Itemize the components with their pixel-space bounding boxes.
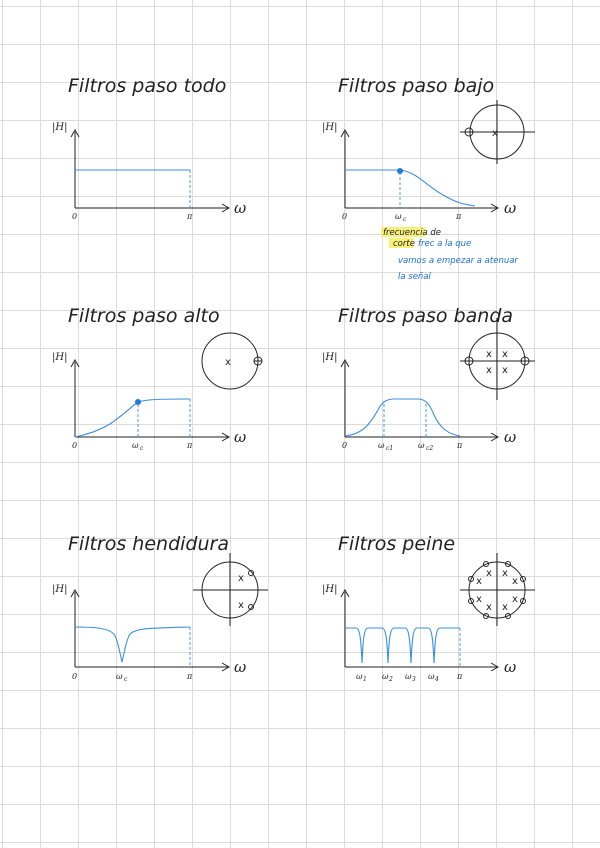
pole-mark: x xyxy=(502,602,508,613)
tick-w3-sub: 3 xyxy=(412,676,416,683)
note-highlight-line: frecuencia de xyxy=(383,228,441,238)
tick-w2: ω xyxy=(382,672,389,681)
y-axis-label: |H| xyxy=(52,584,68,595)
panel-title: Filtros paso todo xyxy=(68,75,227,97)
pole-mark: x xyxy=(225,357,231,368)
note-line: vamos a empezar a atenuar xyxy=(398,256,518,266)
pole-mark: x xyxy=(476,594,482,605)
x-axis-omega: ω xyxy=(504,658,517,676)
tick-0: 0 xyxy=(342,441,348,450)
pole-mark: x xyxy=(486,349,492,360)
panel-notch xyxy=(52,533,268,683)
y-axis-label: |H| xyxy=(52,352,68,363)
z-plane-diagram xyxy=(460,318,535,400)
tick-0: 0 xyxy=(72,672,78,681)
tick-pi: π xyxy=(456,212,462,221)
response-curve xyxy=(345,170,475,206)
tick-pi: π xyxy=(457,672,463,681)
z-plane-diagram xyxy=(202,333,262,389)
response-curve xyxy=(345,628,460,663)
tick-w2-sub: 2 xyxy=(389,676,393,683)
y-axis-label: |H| xyxy=(322,122,338,133)
y-axis-label: |H| xyxy=(322,352,338,363)
panel-high-pass xyxy=(52,305,262,452)
x-axis-omega: ω xyxy=(234,428,247,446)
tick-pi: π xyxy=(187,212,193,221)
tick-wc2: ω xyxy=(418,441,425,450)
response-curve xyxy=(75,627,190,662)
note-highlight-line: corte xyxy=(393,239,415,249)
panel-title: Filtros peine xyxy=(338,533,456,555)
pole-mark: x xyxy=(238,600,244,611)
pole-mark: x xyxy=(492,128,498,139)
tick-w4-sub: 4 xyxy=(435,676,439,683)
response-curve xyxy=(345,399,460,436)
tick-wc-sub: c xyxy=(403,216,407,223)
pole-mark: x xyxy=(502,568,508,579)
x-axis-omega: ω xyxy=(504,199,517,217)
cutoff-note xyxy=(381,227,518,282)
pole-mark: x xyxy=(502,365,508,376)
panel-comb xyxy=(322,533,535,683)
tick-0: 0 xyxy=(72,441,78,450)
panel-low-pass xyxy=(322,75,535,282)
tick-wc-sub: c xyxy=(124,676,128,683)
panel-title: Filtros paso alto xyxy=(68,305,220,327)
tick-pi: π xyxy=(187,441,193,450)
y-axis-label: |H| xyxy=(322,584,338,595)
tick-wc2-sub: c2 xyxy=(426,445,434,452)
panel-band-pass xyxy=(322,305,535,452)
tick-wc1: ω xyxy=(378,441,385,450)
pole-mark: x xyxy=(476,576,482,587)
z-plane-diagram xyxy=(460,100,535,164)
pole-mark: x xyxy=(486,568,492,579)
tick-w3: ω xyxy=(405,672,412,681)
pole-mark: x xyxy=(512,594,518,605)
x-axis-omega: ω xyxy=(234,199,247,217)
panel-title: Filtros hendidura xyxy=(68,533,229,555)
z-plane-diagram xyxy=(193,553,268,626)
note-line: frec a la que xyxy=(418,239,472,249)
panel-title: Filtros paso banda xyxy=(338,305,514,327)
pole-mark: x xyxy=(486,365,492,376)
tick-pi: π xyxy=(457,441,463,450)
x-axis-omega: ω xyxy=(504,428,517,446)
pole-mark: x xyxy=(238,573,244,584)
tick-w4: ω xyxy=(428,672,435,681)
note-line: la señal xyxy=(398,272,431,282)
tick-wc: ω xyxy=(116,672,123,681)
y-axis-label: |H| xyxy=(52,122,68,133)
tick-pi: π xyxy=(187,672,193,681)
tick-wc-sub: c xyxy=(140,445,144,452)
panel-title: Filtros paso bajo xyxy=(338,75,495,97)
tick-0: 0 xyxy=(342,212,348,221)
z-plane-diagram xyxy=(460,553,535,626)
tick-w1: ω xyxy=(356,672,363,681)
pole-mark: x xyxy=(502,349,508,360)
x-axis-omega: ω xyxy=(234,658,247,676)
tick-wc: ω xyxy=(132,441,139,450)
response-curve xyxy=(75,399,190,437)
pole-mark: x xyxy=(512,576,518,587)
panel-all-pass xyxy=(52,75,246,221)
pole-mark: x xyxy=(486,602,492,613)
tick-0: 0 xyxy=(72,212,78,221)
tick-w1-sub: 1 xyxy=(363,676,367,683)
tick-wc: ω xyxy=(395,212,402,221)
tick-wc1-sub: c1 xyxy=(386,445,394,452)
